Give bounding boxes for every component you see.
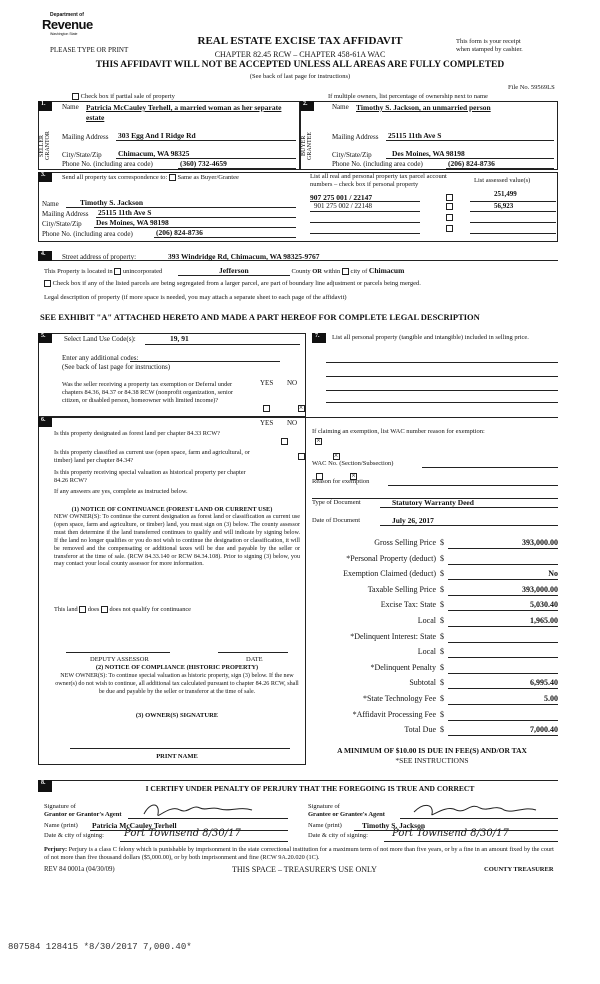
county-name[interactable]: Jefferson [178,266,290,276]
seller-phone[interactable]: (360) 732-4659 [180,159,227,168]
financial-label: *Affidavit Processing Fee [352,709,436,719]
financial-label: Total Due [404,725,436,735]
financial-row [306,708,560,724]
seller-mail[interactable]: 303 Egg And I Ridge Rd [118,131,196,140]
notice-1-title: (1) NOTICE OF CONTINUANCE (FOREST LAND OR CURRENT USE) [71,506,273,513]
doc-date[interactable]: July 26, 2017 [392,516,434,525]
section3-name-label: Name [42,200,59,208]
print-name-label: PRINT NAME [156,753,198,760]
financial-row [306,552,560,568]
section3-phone-label: Phone No. (including area code) [42,230,133,238]
unincorporated-checkbox[interactable] [114,268,121,275]
grantor-name-label: Name (print) [44,822,78,829]
buyer-phone-label: Phone No. (including area code) [332,160,423,168]
doc-date-line [380,525,558,526]
financial-value[interactable]: 393,000.00 [448,538,558,549]
buyer-city[interactable]: Des Moines, WA 98198 [392,149,465,158]
financial-value[interactable]: 7,000.40 [448,725,558,736]
dollar-sign: $ [440,584,444,594]
dollar-sign: $ [440,647,444,657]
partial-sale-row [72,93,175,100]
section-4-number: 4. [38,251,52,261]
financial-label: *Delinquent Interest: State [350,631,436,641]
section3-city[interactable]: Des Moines, WA 98198 [96,218,169,227]
personal-property-label: List all personal property (tangible and intangible) included in selling price. [332,334,529,341]
financial-row [306,583,560,599]
doc-type-line [380,507,558,508]
county-treasurer: COUNTY TREASURER [484,866,554,873]
unincorporated-label: unincorporated [122,268,163,275]
buyer-phone[interactable]: (206) 824-8736 [448,159,495,168]
deputy-assessor-label: DEPUTY ASSESSOR [90,656,149,663]
dollar-sign: $ [440,615,444,625]
section-6-number: 6. [38,417,52,427]
owner-signature-label: (3) OWNER(S) SIGNATURE [135,712,219,719]
logo-state: Washington State [50,32,78,36]
buyer-mail[interactable]: 25115 11th Ave S [388,131,442,140]
segregated-row [44,280,421,287]
perjury-title: Perjury: [44,846,68,853]
reason-line [388,485,558,486]
street-address[interactable]: 393 Windridge Rd, Chimacum, WA 98325-9767 [168,252,320,261]
financial-value[interactable]: No [448,569,558,580]
financial-row [306,645,560,661]
dollar-sign: $ [440,553,444,563]
financial-row [306,692,560,708]
section3-mail[interactable]: 25115 11th Ave S [98,208,152,217]
deputy-date-line [218,652,288,653]
section-1-number: 1. [38,101,52,111]
financial-value[interactable]: 5.00 [448,694,558,705]
personal-property-checkbox[interactable] [446,214,453,221]
dollar-sign: $ [440,569,444,579]
dollar-sign: $ [440,693,444,703]
financial-label: Local [417,615,436,625]
financial-row [306,536,560,552]
grantee-agent-label: Grantee or Grantee's Agent [308,811,385,818]
dollar-sign: $ [440,600,444,610]
assessed-line [470,233,556,234]
grantor-name[interactable]: Patricia McCauley Terhell [92,821,177,830]
receipt-note-2: when stamped by cashier. [456,46,523,53]
section3-mail-label: Mailing Address [42,210,89,218]
form-title: REAL ESTATE EXCISE TAX AFFIDAVIT [197,35,403,47]
assessed-header: List assessed value(s) [474,177,531,184]
dor-logo [36,12,93,38]
financial-label: Taxable Selling Price [367,584,436,594]
does-qualify-checkbox[interactable] [79,606,86,613]
seller-side-label: SELLER GRANTOR [38,122,56,170]
exemption-no-checkbox[interactable] [298,405,305,412]
partial-sale-checkbox[interactable] [72,93,79,100]
seller-phone-label: Phone No. (including area code) [62,160,153,168]
financial-label: *Delinquent Penalty [370,662,436,672]
financial-value[interactable]: 1,965.00 [448,616,558,627]
buyer-mail-label: Mailing Address [332,133,379,141]
additional-codes-line [130,361,280,362]
financial-value[interactable] [448,647,558,658]
buyer-name-label: Name [332,103,349,111]
financial-label: *State Technology Fee [362,693,436,703]
additional-codes-2: (See back of last page for instructions) [62,363,171,371]
no-header-6: NO [287,419,298,427]
grantee-signature-line [400,818,558,819]
parcel-line [310,211,420,212]
yes-header-5: YES [260,379,274,387]
sig-label-signature-of: Signature of [308,803,340,810]
parcel-header-1: List all real and personal property tax parcel account [310,173,447,180]
partial-sale-label: Check box if partial sale of property [80,93,175,100]
buyer-side-label: BUYER GRANTEE [300,122,318,170]
street-label: Street address of property: [62,253,137,261]
within-label: within [323,268,341,275]
assessed-value[interactable]: 56,923 [494,202,514,210]
city-of-label: city of [350,268,368,275]
parcel-line [310,222,420,223]
logo-name: Revenue [42,17,93,32]
section3-phone-line [154,237,296,238]
doc-type[interactable]: Statutory Warranty Deed [392,498,474,507]
notice-1-text: NEW OWNER(S): To continue the current designation as forest land or classification as current use (open space, farm and agriculture, or timber) land, you must sign on (3) below. The county assessor must then determine if the land transferred continues to qualify and will indicate by signing below. If the land no longer qualifies or you do not wish to continue the designation or classification, it will be removed and the compensating or additional taxes will be due and payable by the seller or transferor at the time of sale. (RCW 84.33.140 or RCW 84.34.108). Prior to signing (3) below, you may contact your local county assessor for more information. [54,514,300,568]
legal-description-label: Legal description of property (if more space is needed, you may attach a separate sheet to each page of the affidavit) [44,294,347,301]
financial-label: Subtotal [409,678,436,688]
dollar-sign: $ [440,631,444,641]
parcel-header-2: numbers – check box if personal property [310,181,419,188]
grantee-name-label: Name (print) [308,822,342,829]
does-not-label: does not qualify for continuance [109,606,191,613]
seller-city[interactable]: Chimacum, WA 98325 [118,149,190,158]
yes-header-6: YES [260,419,274,427]
perjury-text: Perjury is a class C felony which is punishable by imprisonment in the state correctional institution for a maximum term of not more than five years, or by a fine in an amount fixed by the court of not more than five thousand dollars ($5,000.00), or by both imprisonment and fine (RCW 9A.20.020 (1C). [44,846,554,861]
assessed-line [470,222,556,223]
parcel-number[interactable]: 907 275 001 / 22147 [310,193,373,202]
dollar-sign: $ [440,709,444,719]
grantee-date-line [384,841,558,842]
form-chapter: CHAPTER 82.45 RCW – CHAPTER 458-61A WAC [214,50,386,59]
this-land-label: This land [54,606,78,613]
financial-row [306,630,560,646]
receipt-note-1: This form is your receipt [456,38,521,45]
grantee-signature[interactable] [410,800,550,818]
seller-mail-label: Mailing Address [62,133,109,141]
city-checkbox[interactable] [342,268,349,275]
seller-name-label: Name [62,103,79,111]
buyer-city-label: City/State/Zip [332,151,372,159]
section3-name[interactable]: Timothy S. Jackson [80,198,144,207]
financial-value[interactable]: 393,000.00 [448,585,558,596]
buyer-mail-line [386,140,554,141]
qualify-row [54,606,191,613]
seller-city-label: City/State/Zip [62,151,102,159]
financial-value[interactable]: 5,030.40 [448,600,558,611]
financial-label: *Personal Property (deduct) [346,553,436,563]
same-as-buyer-label: Same as Buyer/Grantee [177,174,239,181]
financial-label: Gross Selling Price [374,538,436,547]
financial-value[interactable] [448,663,558,674]
grantee-date-city[interactable]: Port Townsend 8/30/17 [392,828,509,839]
dollar-sign: $ [440,725,444,735]
financial-label: Excise Tax: State [380,600,436,610]
doc-date-label: Date of Document [312,517,361,524]
forest-question: Is this property designated as forest land per chapter 84.33 RCW? [54,430,220,437]
grantor-signature[interactable] [140,800,280,818]
no-header-5: NO [287,379,298,387]
perjury-notice [44,846,558,862]
reason-label: Reason for exemption [312,478,370,485]
parcel-line [310,233,420,234]
dollar-sign: $ [440,538,444,547]
owner-signature-line [70,748,290,749]
personal-property-line [326,376,558,377]
financial-row [306,661,560,677]
personal-property-checkbox[interactable] [446,225,453,232]
or-label: OR [312,268,322,275]
land-use-label: Select Land Use Code(s): [64,335,136,343]
exemption-yes-checkbox[interactable] [263,405,270,412]
current-use-no-checkbox[interactable] [333,453,340,460]
exhibit-text: SEE EXHIBIT "A" ATTACHED HERETO AND MADE A PART HEREOF FOR COMPLETE LEGAL DESCRIPTION [40,312,480,322]
section-7-number: 7. [312,333,326,343]
financial-value[interactable] [448,632,558,643]
grantor-date-label: Date & city of signing: [44,832,104,839]
financial-row [306,598,560,614]
doc-type-label: Type of Document [312,499,361,506]
file-number: File No. 59569LS [508,84,555,91]
wac-number-label: WAC No. (Section/Subsection) [312,460,394,467]
minimum-fee-note: A MINIMUM OF $10.00 IS DUE IN FEE(S) AND/OR TAX [337,746,527,755]
location-row [44,266,554,276]
section7-divider [306,417,558,418]
section-2-number: 2. [300,101,314,111]
financial-value[interactable] [448,554,558,565]
cashier-stamp: 807584 128415 *8/30/2017 7,000.40* [8,942,192,952]
see-instructions-note: *SEE INSTRUCTIONS [395,756,469,765]
current-use-yes-checkbox[interactable] [298,453,305,460]
assessed-value[interactable]: 251,499 [494,190,517,198]
same-as-buyer-checkbox[interactable] [169,174,176,181]
grantee-name[interactable]: Timothy S. Jackson [362,821,426,830]
grantor-signature-line [128,818,288,819]
personal-property-line [326,362,558,363]
assessed-line [470,211,556,212]
historic-question: Is this property receiving special valuation as historical property per chapter 84.26 RCW? [54,469,246,484]
does-not-qualify-checkbox[interactable] [101,606,108,613]
notice-2-text: NEW OWNER(S): To continue special valuation as historic property, sign (3) below. If the new owner(s) do not wish to continue, all additional tax calculated pursuant to chapter 84.26 RCW, shall be due and payable by the seller or transferor at the time of sale. [55,673,299,695]
notice-2-title: (2) NOTICE OF COMPLIANCE (HISTORIC PROPERTY) [95,664,259,671]
form-revision: REV 84 0001a (04/30/09) [44,866,115,873]
deputy-date-label: DATE [246,656,263,663]
financial-label: Exemption Claimed (deduct) [343,569,436,579]
current-use-question: Is this property classified as current use (open space, farm and agricultural, or timber) land per chapter 84.34? [54,449,250,464]
segregated-label: Check box if any of the listed parcels are being segregated from a larger parcel, are part of boundary line adjustment or parcels being merged. [52,280,421,287]
section3-city-label: City/State/Zip [42,220,82,228]
send-correspondence-label: Send all property tax correspondence to: [62,174,168,181]
forest-yes-checkbox[interactable] [281,438,288,445]
financial-row [306,723,560,739]
buyer-phone-line [446,168,554,169]
grantor-agent-label: Grantor or Grantor's Agent [44,811,122,818]
grantee-date-label: Date & city of signing: [308,832,368,839]
personal-property-line [326,402,558,403]
financials-table [306,536,560,739]
land-use-line [145,344,300,345]
personal-property-checkbox[interactable] [446,203,453,210]
county-label: County [291,268,311,275]
forest-no-checkbox[interactable] [315,438,322,445]
financial-value[interactable]: 6,995.40 [448,678,558,689]
treasurer-space: THIS SPACE – TREASURER'S USE ONLY [232,865,377,874]
financial-row [306,676,560,692]
seller-name[interactable]: Patricia McCauley Terhell, a married woman as her separate estate [86,103,282,122]
financial-value[interactable] [448,710,558,721]
grantee-sig-label [308,803,385,819]
if-yes-note: If any answers are yes, complete as instructed below. [54,488,188,495]
financial-label: Local [417,647,436,657]
seller-mail-line [116,140,296,141]
deputy-assessor-line [66,652,170,653]
dollar-sign: $ [440,678,444,688]
segregated-checkbox[interactable] [44,280,51,287]
buyer-name[interactable]: Timothy S. Jackson, an unmarried person [356,103,491,112]
section3-phone[interactable]: (206) 824-8736 [156,228,203,237]
wac-number-line [422,467,558,468]
print-note: PLEASE TYPE OR PRINT [50,46,129,54]
certify-text: I CERTIFY UNDER PENALTY OF PERJURY THAT THE FOREGOING IS TRUE AND CORRECT [145,784,475,793]
exemption-question: Was the seller receiving a property tax exemption or Deferral under chapters 84.36, 84.37 or 84.38 RCW (nonprofit organization, senior citizen, or disabled person, homeowner with limited income)? [62,381,233,404]
financial-row [306,567,560,583]
does-label: does [87,606,100,613]
section-3-number: 3. [38,172,52,182]
city-name[interactable]: Chimacum [368,266,405,275]
multiple-owners-note: If multiple owners, list percentage of ownership next to name [328,93,488,100]
parcel-number[interactable]: 901 275 002 / 22148 [314,202,372,210]
section-5-number: 5. [38,333,52,343]
land-use-code[interactable]: 19, 91 [170,334,189,343]
personal-property-checkbox[interactable] [446,194,453,201]
sig-label-signature-of: Signature of [44,803,76,810]
grantor-sig-label [44,803,122,819]
additional-codes-1: Enter any additional codes: [62,354,139,362]
dollar-sign: $ [440,662,444,672]
personal-property-line [326,390,558,391]
send-correspondence-row [62,174,239,181]
logo-dept: Department of [50,12,84,18]
section-8-number: 8. [38,780,52,792]
grantor-date-line [120,841,288,842]
exemption-wac-label: If claiming an exemption, list WAC number reason for exemption: [312,428,485,435]
see-back-note: (See back of last page for instructions) [249,73,351,80]
seller-phone-line [178,168,296,169]
form-warning: THIS AFFIDAVIT WILL NOT BE ACCEPTED UNLESS ALL AREAS ARE FULLY COMPLETED [95,60,505,70]
located-label: This Property is located in [44,268,113,275]
parcel-list [310,190,556,212]
grantor-date-city[interactable]: Port Townsend 8/30/17 [124,828,241,839]
financial-row [306,614,560,630]
